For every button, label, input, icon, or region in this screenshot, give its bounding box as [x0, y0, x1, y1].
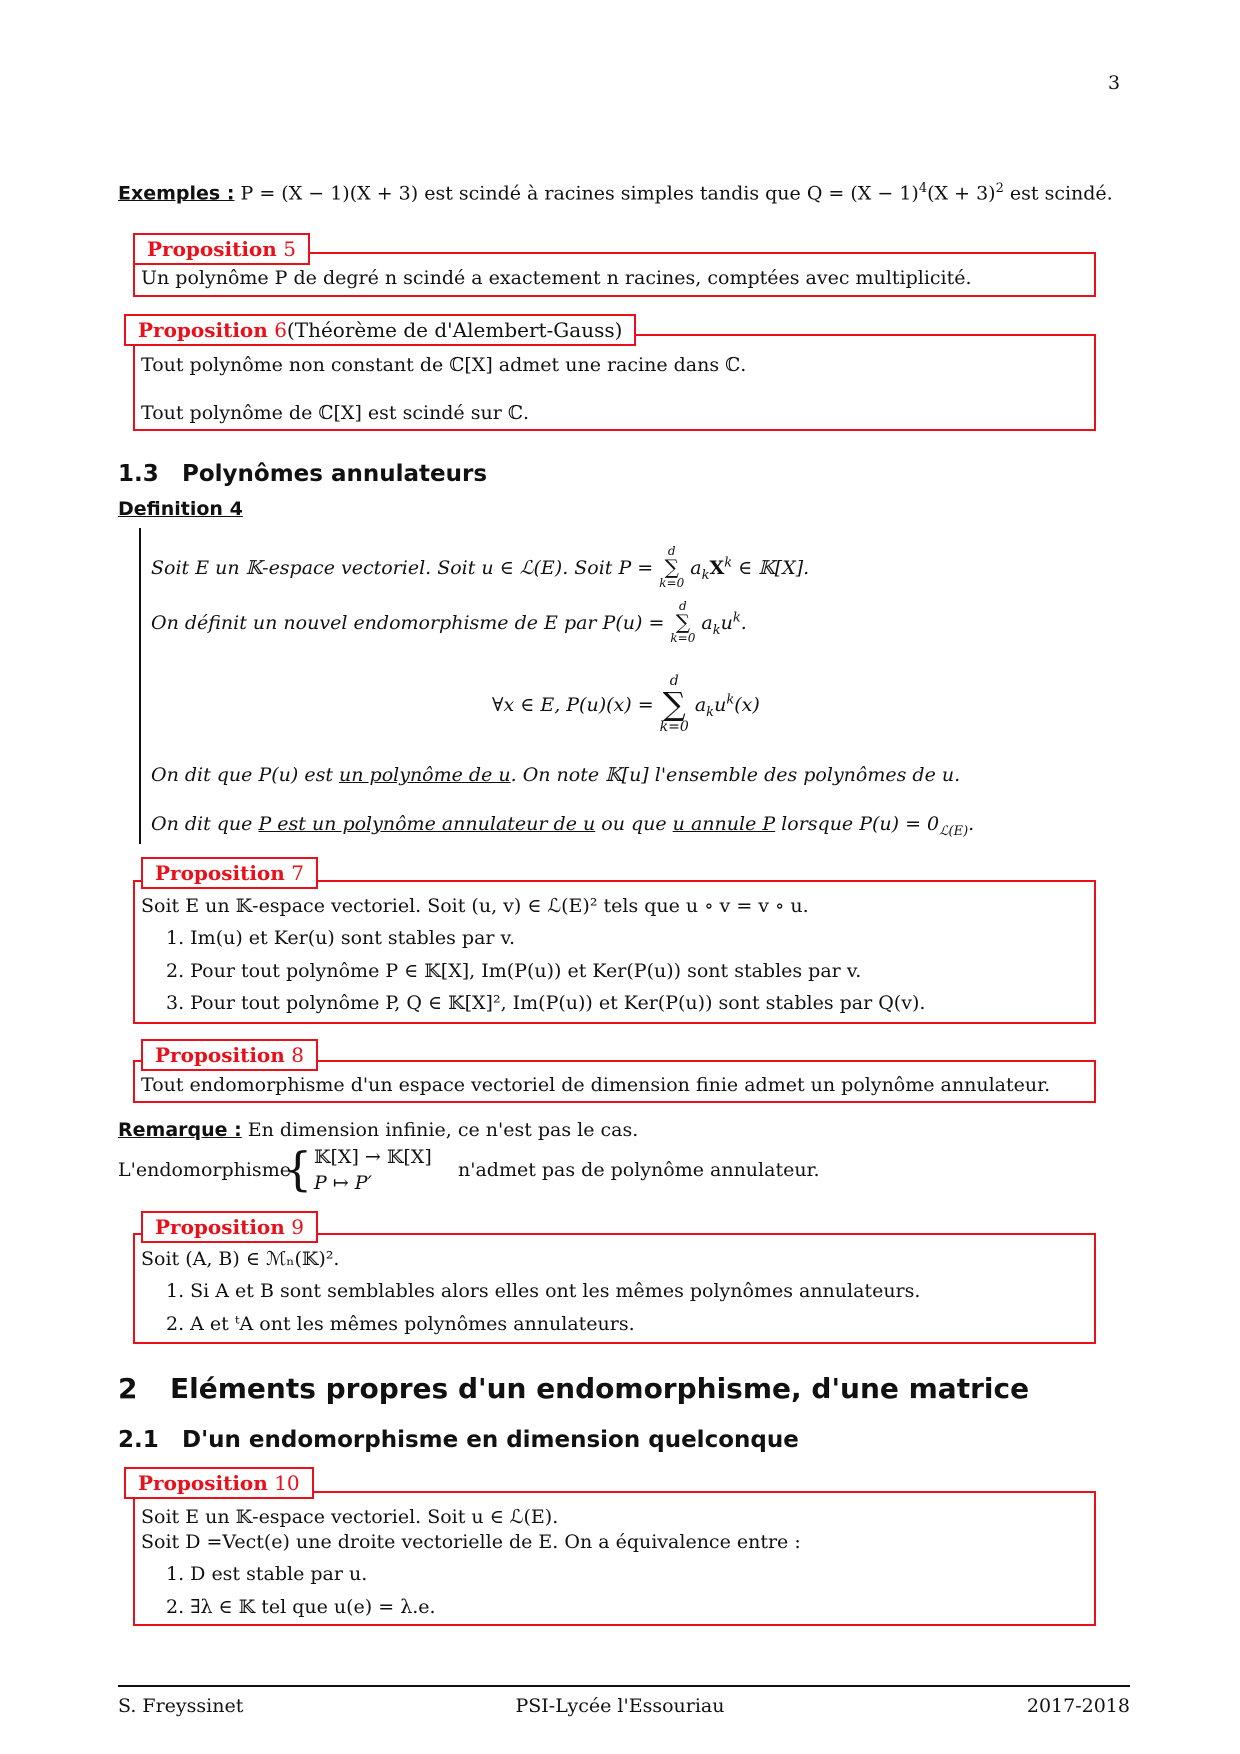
- proposition-6-subtitle: (Théorème de d'Alembert-Gauss): [286, 318, 623, 342]
- sum-symbol-1: d ∑ k=0: [659, 544, 685, 590]
- sum-3-bottom: k=0: [659, 719, 689, 735]
- section-2-1-title: D'un endomorphisme en dimension quelconque: [182, 1427, 799, 1453]
- remark-map-line-1: 𝕂[X] → 𝕂[X]: [314, 1146, 432, 1168]
- proposition-8-tag: [141, 1039, 318, 1071]
- proposition-7-number: 7: [291, 861, 304, 885]
- proposition-9-number: 9: [291, 1215, 304, 1239]
- sum-3-top: d: [669, 673, 679, 689]
- proposition-7-item-2: 2. Pour tout polynôme P ∈ 𝕂[X], Im(P(u)) et Ker(P(u)) sont stables par v.: [166, 960, 862, 982]
- examples-text-3: est scindé.: [1003, 182, 1113, 205]
- proposition-5-tag: [133, 233, 310, 265]
- proposition-6-line-1: Tout polynôme non constant de ℂ[X] admet une racine dans ℂ.: [141, 354, 747, 376]
- remark-endomorphism-label: L'endomorphisme: [118, 1159, 291, 1181]
- sum-2-bottom: k=0: [670, 631, 696, 645]
- proposition-7-intro: Soit E un 𝕂-espace vectoriel. Soit (u, v) ∈ ℒ(E)² tels que u ∘ v = v ∘ u.: [141, 895, 809, 917]
- proposition-9-item-1: 1. Si A et B sont semblables alors elles ont les mêmes polynômes annulateurs.: [166, 1280, 921, 1302]
- proposition-7-tag: [141, 857, 318, 889]
- footer-school: PSI-Lycée l'Essouriau: [515, 1695, 725, 1717]
- def4-line-1-sup: k: [724, 555, 733, 571]
- def4-formula-sup: k: [726, 692, 735, 708]
- remark-line-2-end: n'admet pas de polynôme annulateur.: [458, 1159, 820, 1181]
- proposition-8-title: Proposition: [155, 1043, 285, 1067]
- def4-line-4b: ou que: [595, 813, 673, 835]
- examples-exp-2: 2: [995, 181, 1004, 196]
- def4-line-1d: ∈ 𝕂[X].: [732, 557, 810, 579]
- def4-line-2-sub: k: [712, 622, 721, 638]
- def4-line-4-underlined-1: P est un polynôme annulateur de u: [258, 813, 596, 835]
- def4-line-4-sub: ℒ(E): [939, 823, 969, 839]
- section-1-3-heading: [118, 461, 487, 487]
- def4-line-2c: u: [720, 612, 733, 634]
- def4-line-1a: Soit E un 𝕂-espace vectoriel. Soit u ∈ ℒ(E). Soit P =: [151, 557, 660, 579]
- remark-line-1: [118, 1117, 638, 1143]
- proposition-6-tag: [124, 314, 636, 346]
- proposition-8-text: Tout endomorphisme d'un espace vectoriel de dimension finie admet un polynôme annulateur.: [141, 1074, 1051, 1096]
- definition-4-line-3: [151, 762, 960, 788]
- proposition-5-title: Proposition: [147, 237, 277, 261]
- definition-4-formula: [492, 673, 760, 736]
- examples-label: Exemples :: [118, 182, 235, 205]
- sum-2-top: d: [679, 599, 687, 613]
- def4-line-3-underlined: un polynôme de u: [339, 764, 511, 786]
- definition-4-line-1: [151, 544, 810, 591]
- def4-line-4c: lorsque P(u) = 0: [775, 813, 940, 835]
- proposition-10-item-2: 2. ∃λ ∈ 𝕂 tel que u(e) = λ.e.: [166, 1596, 436, 1618]
- brace-symbol: {: [283, 1142, 313, 1196]
- definition-4-line-4: [151, 811, 974, 845]
- proposition-6-number: 6: [274, 318, 287, 342]
- footer-rule: [118, 1685, 1130, 1687]
- section-1-3-title: Polynômes annulateurs: [182, 461, 488, 487]
- sum-1-top: d: [667, 544, 676, 558]
- examples-text-1: P = (X − 1)(X + 3) est scindé à racines simples tandis que Q = (X − 1): [240, 182, 919, 205]
- sum-symbol-3: d ∑ k=0: [659, 673, 689, 735]
- examples-text-2: (X + 3): [927, 182, 996, 205]
- proposition-6-title: Proposition: [138, 318, 268, 342]
- sum-symbol-2: d ∑ k=0: [670, 599, 696, 645]
- footer-author: S. Freyssinet: [118, 1695, 244, 1717]
- proposition-9-title: Proposition: [155, 1215, 285, 1239]
- def4-line-1b: a: [684, 557, 702, 579]
- remark-label: Remarque :: [118, 1119, 242, 1141]
- def4-line-2b: a: [695, 612, 713, 634]
- def4-line-4a: On dit que: [151, 813, 259, 835]
- proposition-10-item-1: 1. D est stable par u.: [166, 1563, 368, 1585]
- proposition-7-item-1: 1. Im(u) et Ker(u) sont stables par v.: [166, 927, 516, 949]
- def4-line-1c: X: [709, 557, 725, 579]
- definition-4-title: Definition 4: [118, 498, 243, 520]
- proposition-5-text: Un polynôme P de degré n scindé a exactement n racines, comptées avec multiplicité.: [141, 267, 972, 289]
- def4-line-3b: . On note 𝕂[u] l'ensemble des polynômes de u.: [510, 764, 961, 786]
- proposition-10-tag: [124, 1467, 314, 1499]
- def4-line-4-underlined-2: u annule P: [672, 813, 776, 835]
- remark-map-line-2: P ↦ P′: [314, 1172, 372, 1194]
- proposition-6-line-2: Tout polynôme de ℂ[X] est scindé sur ℂ.: [141, 402, 529, 424]
- def4-line-2-sup: k: [732, 610, 741, 626]
- proposition-7-item-3: 3. Pour tout polynôme P, Q ∈ 𝕂[X]², Im(P(u)) et Ker(P(u)) sont stables par Q(v).: [166, 992, 926, 1014]
- def4-line-3a: On dit que P(u) est: [151, 764, 340, 786]
- def4-line-4d: .: [968, 813, 975, 835]
- def4-line-1-sub: k: [701, 567, 710, 583]
- section-2-1-heading: [118, 1427, 799, 1453]
- def4-formula-c: u: [714, 694, 727, 716]
- examples-line: [118, 176, 1113, 206]
- def4-formula-d: (x): [734, 694, 760, 716]
- def4-line-2a: On définit un nouvel endomorphisme de E par P(u) =: [151, 612, 671, 634]
- footer-year: 2017-2018: [1026, 1695, 1130, 1717]
- examples-exp-1: 4: [918, 181, 928, 196]
- proposition-10-line-2: Soit D =Vect(e) une droite vectorielle de E. On a équivalence entre :: [141, 1531, 801, 1553]
- section-2-title: Eléments propres d'un endomorphisme, d'une matrice: [170, 1372, 1030, 1405]
- section-2-number: 2: [118, 1372, 138, 1405]
- proposition-10-line-1: Soit E un 𝕂-espace vectoriel. Soit u ∈ ℒ(E).: [141, 1506, 559, 1528]
- proposition-7-title: Proposition: [155, 861, 285, 885]
- def4-formula-sub: k: [706, 704, 715, 720]
- proposition-8-number: 8: [291, 1043, 304, 1067]
- definition-4-line-2: [151, 599, 747, 646]
- proposition-5-number: 5: [283, 237, 296, 261]
- proposition-10-title: Proposition: [138, 1471, 268, 1495]
- page-number: 3: [1108, 72, 1121, 94]
- section-1-3-number: 1.3: [118, 461, 159, 487]
- def4-formula-a: ∀x ∈ E, P(u)(x) =: [492, 694, 660, 716]
- section-2-1-number: 2.1: [118, 1427, 159, 1453]
- definition-4-rule: [139, 528, 141, 844]
- proposition-10-number: 10: [274, 1471, 300, 1495]
- def4-line-2d: .: [740, 612, 747, 634]
- sum-1-bottom: k=0: [659, 576, 685, 590]
- proposition-9-intro: Soit (A, B) ∈ ℳₙ(𝕂)².: [141, 1248, 340, 1270]
- def4-formula-b: a: [688, 694, 707, 716]
- proposition-9-tag: [141, 1211, 318, 1243]
- section-2-heading: [118, 1372, 1029, 1405]
- remark-text: En dimension infinie, ce n'est pas le cas.: [241, 1119, 639, 1141]
- proposition-9-item-2: 2. A et ᵗA ont les mêmes polynômes annulateurs.: [166, 1313, 635, 1335]
